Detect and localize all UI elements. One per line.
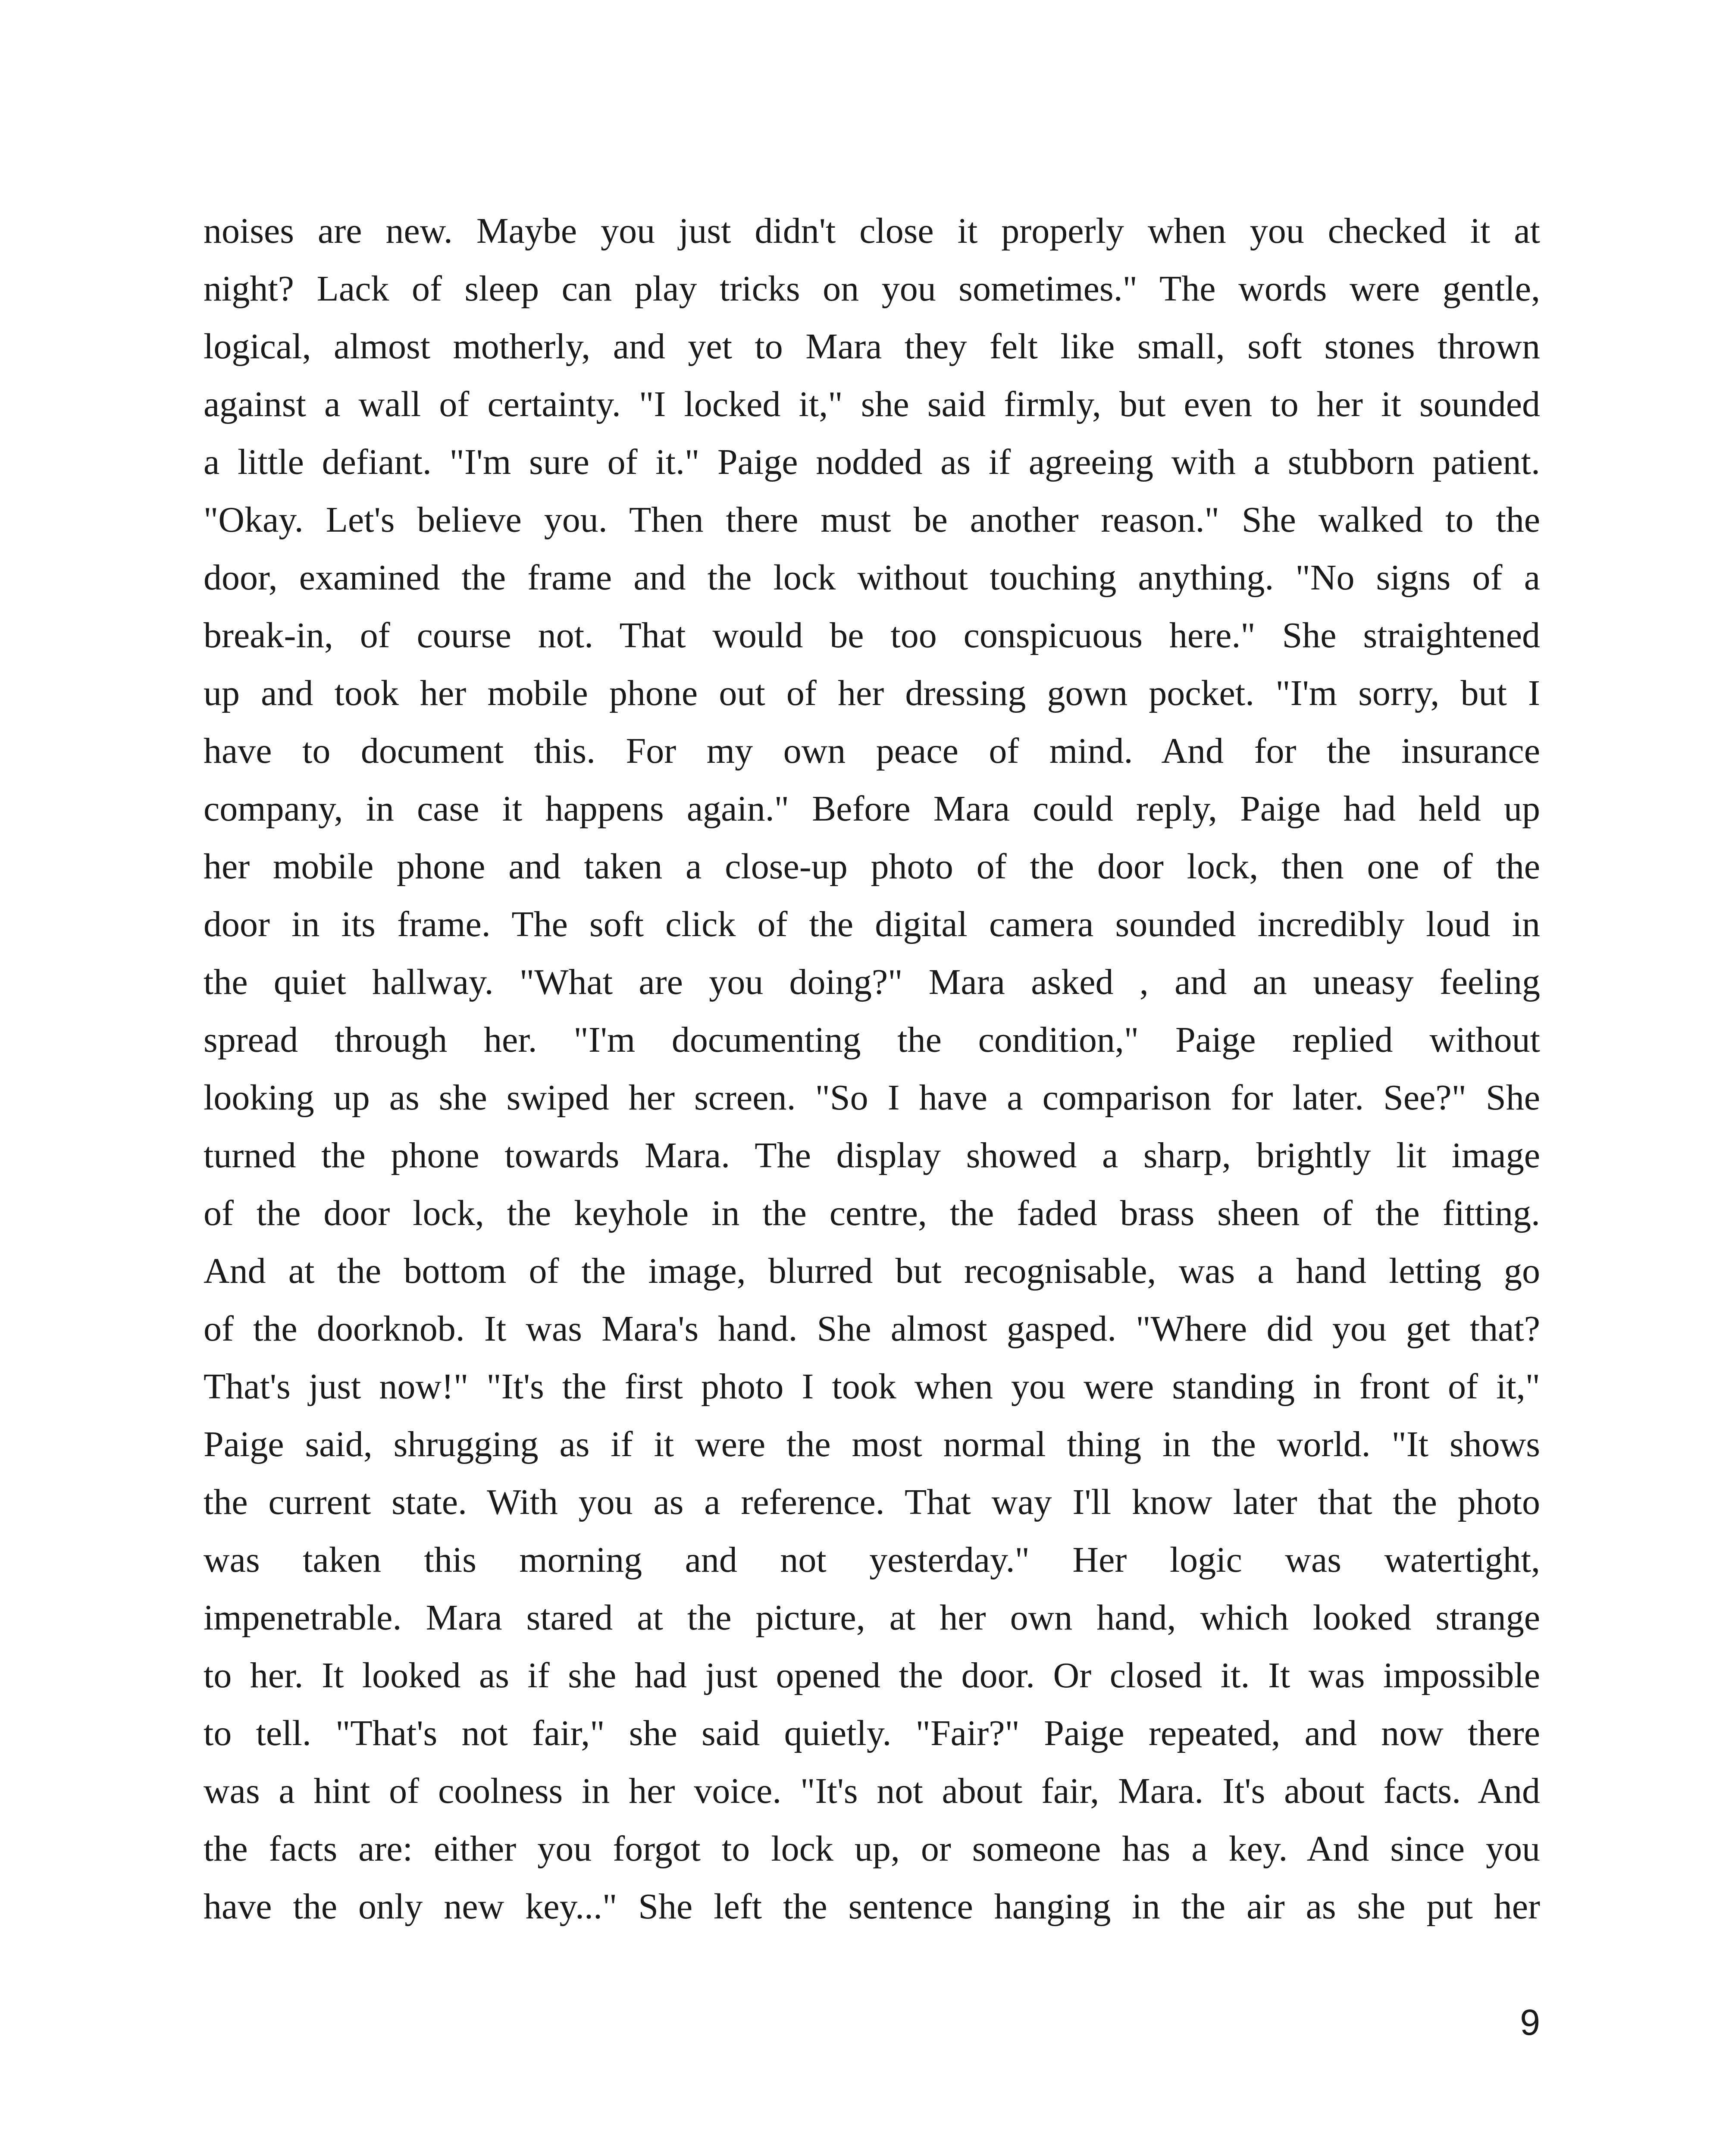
text-line: That's just now!" "It's the first photo I took when you were standing in front of it," — [204, 1366, 1540, 1407]
text-line: have the only new key..." She left the sentence hanging in the air as she put her — [204, 1887, 1540, 1927]
text-line: the facts are: either you forgot to lock up, or someone has a key. And since you — [204, 1829, 1540, 1869]
page-number: 9 — [1520, 2002, 1540, 2043]
text-line: have to document this. For my own peace of mind. And for the insurance — [204, 731, 1540, 771]
text-line: up and took her mobile phone out of her dressing gown pocket. "I'm sorry, but I — [204, 673, 1540, 713]
text-line: noises are new. Maybe you just didn't close it properly when you checked it at — [204, 211, 1540, 251]
text-line: spread through her. "I'm documenting the condition," Paige replied without — [204, 1020, 1540, 1060]
text-line: the current state. With you as a reference. That way I'll know later that the photo — [204, 1482, 1540, 1522]
text-line: turned the phone towards Mara. The display showed a sharp, brightly lit image — [204, 1135, 1540, 1175]
text-line: And at the bottom of the image, blurred but recognisable, was a hand letting go — [204, 1251, 1540, 1291]
text-line: her mobile phone and taken a close-up photo of the door lock, then one of the — [204, 846, 1540, 887]
text-line: impenetrable. Mara stared at the picture, at her own hand, which looked strange — [204, 1598, 1540, 1638]
text-line: door, examined the frame and the lock without touching anything. "No signs of a — [204, 558, 1540, 598]
text-line: looking up as she swiped her screen. "So I have a comparison for later. See?" She — [204, 1078, 1540, 1118]
text-line: of the doorknob. It was Mara's hand. She almost gasped. "Where did you get that? — [204, 1309, 1540, 1349]
text-line: break-in, of course not. That would be too conspicuous here." She straightened — [204, 615, 1540, 655]
text-line: night? Lack of sleep can play tricks on you sometimes." The words were gentle, — [204, 269, 1540, 309]
text-line: to her. It looked as if she had just opened the door. Or closed it. It was impossible — [204, 1655, 1540, 1695]
text-line: logical, almost motherly, and yet to Mara they felt like small, soft stones thrown — [204, 326, 1540, 367]
text-line: "Okay. Let's believe you. Then there must be another reason." She walked to the — [204, 500, 1540, 540]
text-line: was taken this morning and not yesterday." Her logic was watertight, — [204, 1540, 1540, 1580]
text-line: the quiet hallway. "What are you doing?" Mara asked , and an uneasy feeling — [204, 962, 1540, 1002]
text-line: company, in case it happens again." Before Mara could reply, Paige had held up — [204, 789, 1540, 829]
text-line: door in its frame. The soft click of the digital camera sounded incredibly loud in — [204, 904, 1540, 944]
text-line: of the door lock, the keyhole in the centre, the faded brass sheen of the fitting. — [204, 1193, 1540, 1233]
text-line: Paige said, shrugging as if it were the most normal thing in the world. "It shows — [204, 1424, 1540, 1464]
text-line: was a hint of coolness in her voice. "It's not about fair, Mara. It's about facts. And — [204, 1771, 1540, 1811]
text-line: to tell. "That's not fair," she said quietly. "Fair?" Paige repeated, and now there — [204, 1713, 1540, 1753]
text-line: against a wall of certainty. "I locked it," she said firmly, but even to her it sounded — [204, 384, 1540, 424]
text-line: a little defiant. "I'm sure of it." Paige nodded as if agreeing with a stubborn patient. — [204, 442, 1540, 482]
